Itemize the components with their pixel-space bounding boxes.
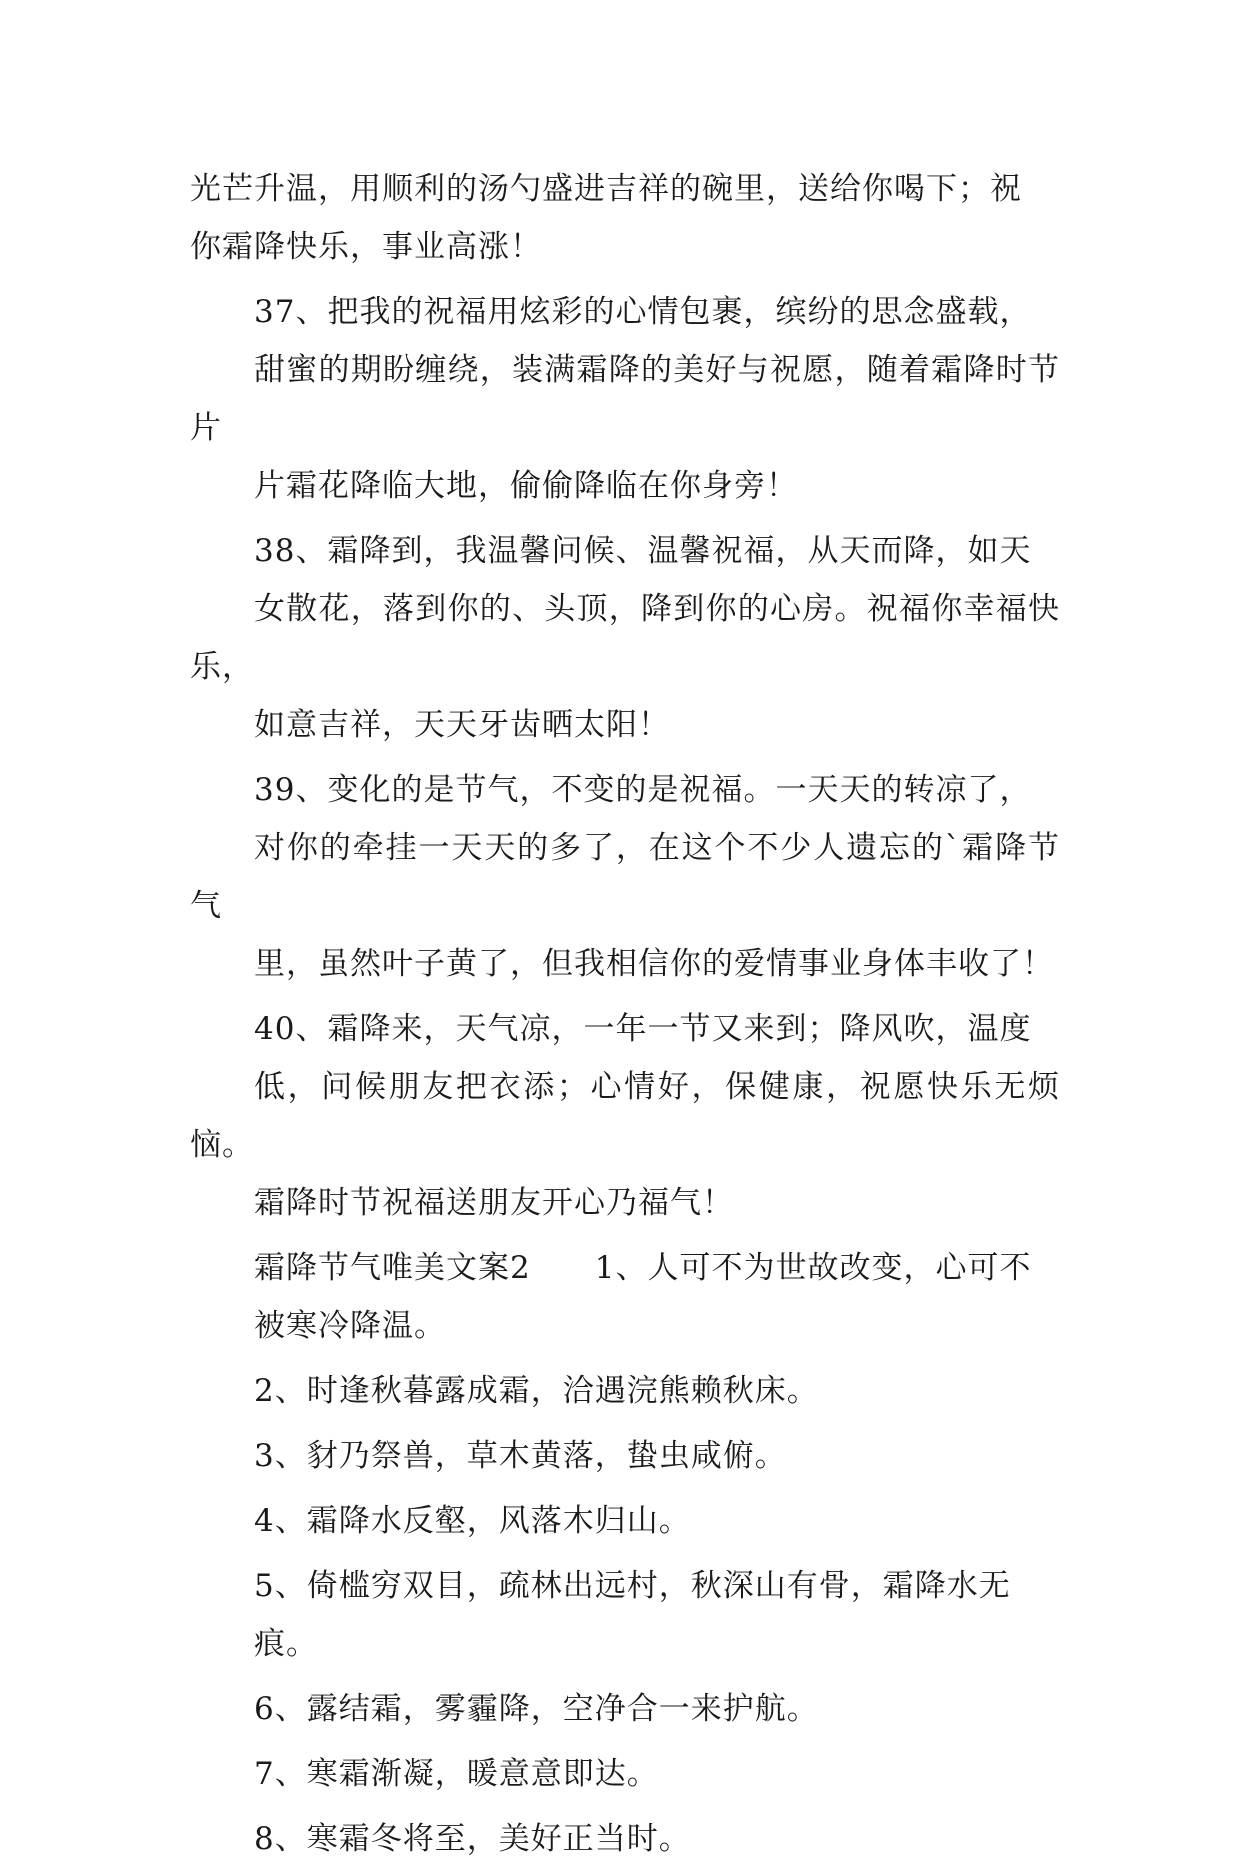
- text-line: 片霜花降临大地，偷偷降临在你身旁！: [254, 468, 798, 504]
- paragraph-intro-continuation: [190, 160, 1060, 276]
- text-line: 3、豺乃祭兽，草木黄落，蛰虫咸俯。: [254, 1438, 787, 1474]
- paragraph-section-2-item-1: [190, 1239, 1060, 1355]
- text-line: 8、寒霜冬将至，美好正当时。: [254, 1821, 691, 1857]
- text-line: 5、倚槛穷双目，疏林出远村，秋深山有骨，霜降水无: [254, 1568, 1011, 1604]
- text-line: 甜蜜的期盼缠绕，装满霜降的美好与祝愿，随着霜降时节片: [190, 352, 1060, 446]
- text-line: 对你的牵挂一天天的多了，在这个不少人遗忘的`霜降节气: [190, 830, 1060, 924]
- text-line: 光芒升温，用顺利的汤勺盛进吉祥的碗里，送给你喝下；祝: [190, 171, 1022, 207]
- text-line: 7、寒霜渐凝，暖意意即达。: [254, 1756, 659, 1792]
- text-line: 40、霜降来，天气凉，一年一节又来到；降风吹，温度: [254, 1011, 1032, 1047]
- paragraph-section-2-item-2: [190, 1362, 1060, 1420]
- paragraph-item-40: [190, 1000, 1060, 1232]
- text-line: 霜降节气唯美文案2 1、人可不为世故改变，心可不: [254, 1250, 1032, 1286]
- text-line: 6、露结霜，雾霾降，空净合一来护航。: [254, 1691, 819, 1727]
- paragraph-section-2-item-3: [190, 1427, 1060, 1485]
- paragraph-section-2-item-8: [190, 1810, 1060, 1868]
- paragraph-item-38: [190, 522, 1060, 754]
- paragraph-section-2-item-5: [190, 1557, 1060, 1673]
- text-line: 38、霜降到，我温馨问候、温馨祝福，从天而降，如天: [254, 533, 1032, 569]
- text-line: 2、时逢秋暮露成霜，洽遇浣熊赖秋床。: [254, 1373, 819, 1409]
- text-line: 如意吉祥，天天牙齿晒太阳！: [254, 707, 670, 743]
- text-line: 39、变化的是节气，不变的是祝福。一天天的转凉了，: [254, 772, 1032, 808]
- paragraph-item-37: [190, 283, 1060, 515]
- paragraph-section-2-item-6: [190, 1680, 1060, 1738]
- text-line: 37、把我的祝福用炫彩的心情包裹，缤纷的思念盛载，: [254, 294, 1032, 330]
- text-line: 低，问候朋友把衣添；心情好，保健康，祝愿快乐无烦恼。: [190, 1069, 1060, 1163]
- text-line: 女散花，落到你的、头顶，降到你的心房。祝福你幸福快乐，: [190, 591, 1060, 685]
- text-line: 痕。: [254, 1626, 318, 1662]
- text-line: 4、霜降水反壑，风落木归山。: [254, 1503, 691, 1539]
- text-line: 你霜降快乐，事业高涨！: [190, 229, 542, 265]
- paragraph-item-39: [190, 761, 1060, 993]
- document-body: [190, 160, 1060, 1875]
- text-line: 霜降时节祝福送朋友开心乃福气！: [254, 1185, 734, 1221]
- paragraph-section-2-item-4: [190, 1492, 1060, 1550]
- text-line: 被寒冷降温。: [254, 1308, 446, 1344]
- text-line: 里，虽然叶子黄了，但我相信你的爱情事业身体丰收了！: [254, 946, 1054, 982]
